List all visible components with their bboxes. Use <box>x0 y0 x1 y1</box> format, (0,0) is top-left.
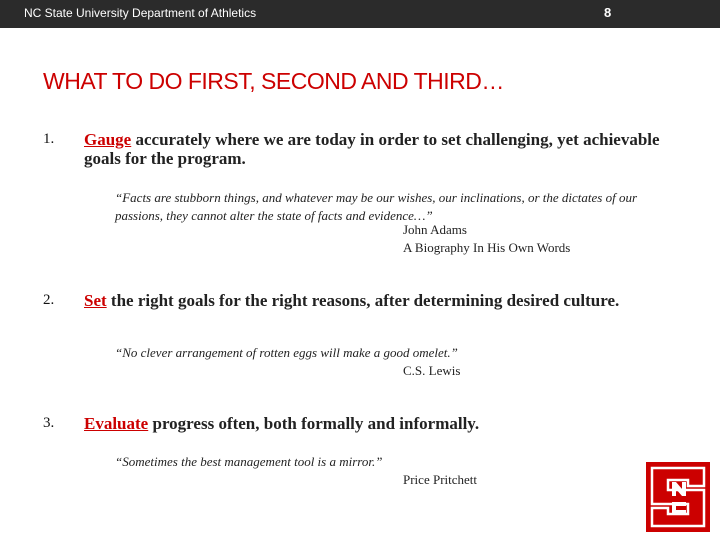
quote-text: “Facts are stubborn things, and whatever may be our wishes, our inclinations, or the dictates of our passions, they cannot alter the state of facts and evidence…” <box>115 190 638 223</box>
slide-title: WHAT TO DO FIRST, SECOND AND THIRD… <box>43 68 504 94</box>
item-text: the right goals for the right reasons, after determining desired culture. <box>106 291 620 310</box>
quote-text: “No clever arrangement of rotten eggs will make a good omelet.” <box>115 345 458 360</box>
quote-author: Price Pritchett <box>403 472 478 487</box>
item-keyword: Gauge <box>84 130 132 149</box>
organization-name: NC State University Department of Athletics <box>24 6 257 20</box>
item-number: 2. <box>43 292 55 308</box>
page-number: 8 <box>604 5 612 20</box>
item-keyword: Set <box>84 291 107 310</box>
quote-source: A Biography In His Own Words <box>403 240 571 255</box>
list-item <box>84 130 684 168</box>
quote-author: C.S. Lewis <box>403 363 461 378</box>
quote-text: “Sometimes the best management tool is a mirror.” <box>115 454 383 469</box>
item-text: progress often, both formally and informally. <box>148 414 480 433</box>
item-number: 1. <box>43 131 55 147</box>
item-keyword: Evaluate <box>84 414 149 433</box>
list-item <box>84 414 684 433</box>
quote-author: John Adams <box>403 222 467 237</box>
nc-state-logo-icon <box>646 462 710 532</box>
list-item <box>84 291 684 310</box>
header-bar <box>0 0 720 28</box>
item-number: 3. <box>43 415 55 431</box>
item-text: accurately where we are today in order to set challenging, yet achievable goals for the program. <box>84 130 660 168</box>
